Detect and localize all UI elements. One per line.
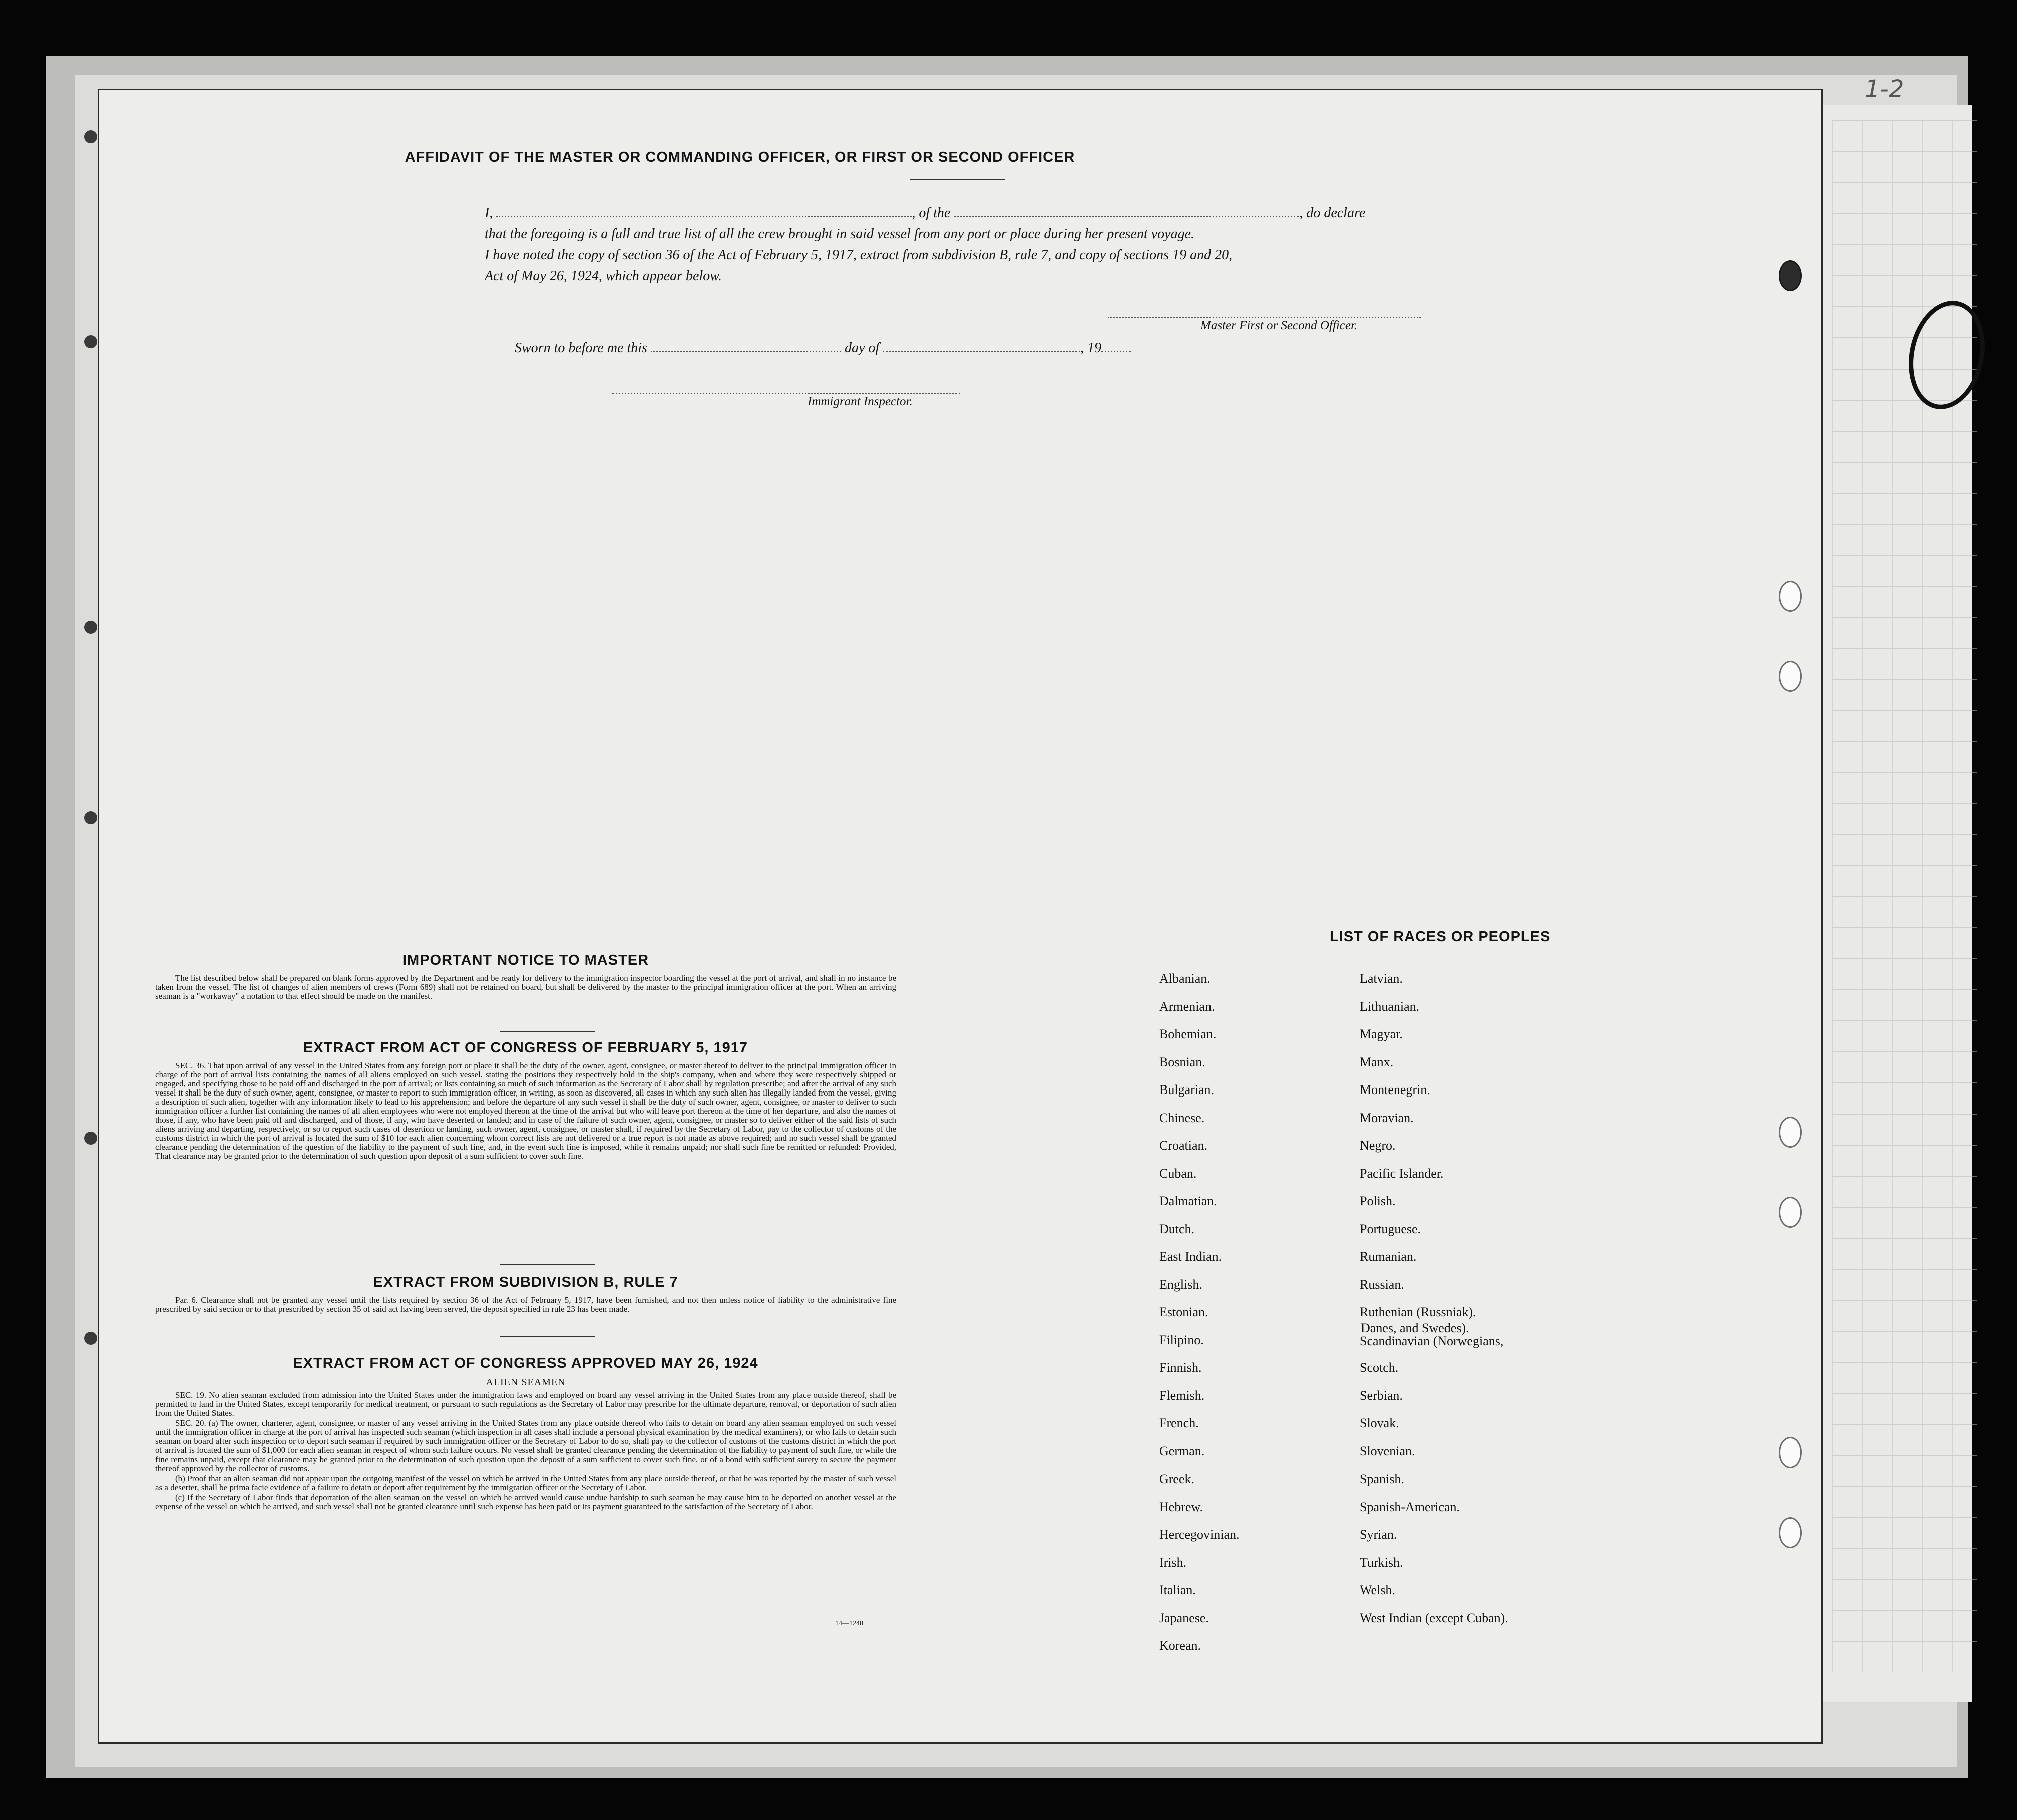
race-item: Portuguese. bbox=[1360, 1222, 1421, 1236]
declare-i-label: I, bbox=[485, 205, 493, 221]
race-item: Bulgarian. bbox=[1159, 1082, 1215, 1097]
race-item: Rumanian. bbox=[1360, 1249, 1417, 1264]
section-rule bbox=[500, 1264, 595, 1265]
notice-paragraph: The list described below shall be prepared on blank forms approved by the Department and be ready for delivery to the immigration inspector boarding the vessel at the port of arrival, and shall in no instance be taken from the vessel. The list of changes of alien members of crews (Form 689) shall not be retained on board, but shall be delivered by the master to the principal immigration officer at the port. When an arriving seaman is a "workaway" a notation to that effect should be made on the manifest. bbox=[155, 973, 896, 1001]
race-item: French. bbox=[1159, 1416, 1199, 1430]
declaration-line-1 bbox=[485, 205, 1365, 221]
races-title: LIST OF RACES OR PEOPLES bbox=[1330, 929, 1551, 945]
race-item: Slovak. bbox=[1360, 1416, 1399, 1430]
race-item: Bosnian. bbox=[1159, 1055, 1205, 1069]
extract-1924-title: EXTRACT FROM ACT OF CONGRESS APPROVED MAY 26, 1924 bbox=[293, 1355, 758, 1371]
section-20c-paragraph: (c) If the Secretary of Labor finds that deportation of the alien seaman on the vessel on which he arrived would cause undue hardship to such seaman he may cause him to be deported on another vessel at the expense of the vessel on which he arrived, and such vessel shall not be granted clearance until such expense has been paid or its payment guaranteed to the satisfaction of the Secretary of Labor. bbox=[155, 1493, 896, 1511]
race-item: Serbian. bbox=[1360, 1388, 1403, 1403]
extract-1917-title: EXTRACT FROM ACT OF CONGRESS OF FEBRUARY 5, 1917 bbox=[303, 1040, 748, 1056]
race-item: Ruthenian (Russniak). bbox=[1360, 1305, 1476, 1319]
form-page bbox=[99, 90, 1821, 1742]
race-item: Spanish-American. bbox=[1360, 1500, 1460, 1514]
race-item: Cuban. bbox=[1159, 1166, 1197, 1181]
race-item: Hebrew. bbox=[1159, 1500, 1203, 1514]
race-item: Filipino. bbox=[1159, 1333, 1204, 1347]
race-item: Scotch. bbox=[1360, 1360, 1399, 1375]
master-signature-label: Master First or Second Officer. bbox=[1200, 319, 1358, 332]
binding-hole bbox=[84, 130, 97, 143]
declarant-name-field[interactable] bbox=[496, 211, 912, 217]
sworn-year-label: , 19 bbox=[1080, 340, 1102, 356]
race-item: Irish. bbox=[1159, 1555, 1187, 1570]
declaration-line-3: I have noted the copy of section 36 of the Act of February 5, 1917, extract from subdivision B, rule 7, and copy of sections 19 and 20, bbox=[485, 247, 1233, 263]
race-item: Syrian. bbox=[1360, 1527, 1397, 1542]
declare-of-the-label: , of the bbox=[912, 205, 951, 221]
race-item: Turkish. bbox=[1360, 1555, 1403, 1570]
race-item: Danes, and Swedes). bbox=[1361, 1321, 1469, 1335]
section-20b-paragraph: (b) Proof that an alien seaman did not appear upon the outgoing manifest of the vessel on which he arrived in the United States from any place outside thereof, or that he was reported by the master of such vessel as a deserter, shall be prima facie evidence of a failure to detain or deport after requirement by the immigration officer or the Secretary of Labor. bbox=[155, 1474, 896, 1492]
extract-rule7-text bbox=[155, 1296, 896, 1315]
declare-do-declare-label: , do declare bbox=[1299, 205, 1366, 221]
sworn-prefix-label: Sworn to before me this bbox=[515, 340, 647, 356]
sworn-line bbox=[515, 340, 1131, 356]
sworn-year-field[interactable] bbox=[1101, 346, 1131, 352]
race-item: Manx. bbox=[1360, 1055, 1394, 1069]
race-item: Spanish. bbox=[1360, 1472, 1404, 1486]
punch-hole bbox=[1779, 1197, 1802, 1228]
declaration-line-4: Act of May 26, 1924, which appear below. bbox=[485, 268, 722, 284]
corner-page-number: 1-2 bbox=[1865, 75, 1904, 103]
race-item: Dalmatian. bbox=[1159, 1194, 1217, 1208]
binding-hole bbox=[84, 1132, 97, 1145]
inspector-signature-field[interactable] bbox=[612, 388, 960, 394]
race-item: Korean. bbox=[1159, 1638, 1201, 1653]
sworn-day-field[interactable] bbox=[651, 346, 841, 352]
race-item: Estonian. bbox=[1159, 1305, 1208, 1319]
alien-seamen-subtitle: ALIEN SEAMEN bbox=[486, 1377, 566, 1388]
title-rule bbox=[910, 179, 1005, 180]
race-item: Pacific Islander. bbox=[1360, 1166, 1444, 1181]
binding-hole bbox=[84, 811, 97, 824]
binding-hole bbox=[84, 621, 97, 634]
master-signature-field[interactable] bbox=[1108, 312, 1421, 318]
declaration-line-2: that the foregoing is a full and true list of all the crew brought in said vessel from any port or place during her present voyage. bbox=[485, 226, 1195, 242]
race-item: Magyar. bbox=[1360, 1027, 1403, 1041]
punch-hole bbox=[1779, 581, 1802, 612]
extract-1917-text bbox=[155, 1061, 896, 1162]
sworn-day-of-label: day of bbox=[844, 340, 880, 356]
race-item: Armenian. bbox=[1159, 999, 1215, 1014]
race-item: West Indian (except Cuban). bbox=[1360, 1611, 1508, 1625]
race-item: Greek. bbox=[1159, 1472, 1195, 1486]
race-item: Dutch. bbox=[1159, 1222, 1195, 1236]
rule7-paragraph: Par. 6. Clearance shall not be granted any vessel until the lists required by section 36 of the Act of February 5, 1917, have been furnished, and not then unless notice of liability to the administrative fine prescribed by said section or to that prescribed by section 35 of said act having been served, the deposit specified in rule 23 has been made. bbox=[155, 1295, 896, 1314]
race-item: East Indian. bbox=[1159, 1249, 1222, 1264]
race-item: Negro. bbox=[1360, 1138, 1396, 1153]
section-19-paragraph: SEC. 19. No alien seaman excluded from admission into the United States under the immigration laws and employed on board any vessel arriving in the United States from any place outside thereof, shall be permitted to land in the United States, except temporarily for medical treatment, or pursuant to such regulations as the Secretary of Labor may prescribe for the ultimate departure, removal, or deportation of such alien from the United States. bbox=[155, 1390, 896, 1418]
notice-text bbox=[155, 974, 896, 1002]
race-item: Slovenian. bbox=[1360, 1444, 1415, 1459]
punch-hole bbox=[1779, 1437, 1802, 1468]
section-36-paragraph: SEC. 36. That upon arrival of any vessel in the United States from any foreign port or place it shall be the duty of the owner, agent, consignee, or master thereof to deliver to the principal immigration officer in charge of the port of arrival lists containing the names of all aliens employed on such vessel, stating the positions they respectively hold in the ship's company, when and where they were respectively shipped or engaged, and specifying those to be paid off and discharged in the port of arrival; or lists containing so much of such information as the Secretary of Labor shall by regulation prescribe; and after the arrival of any such vessel it shall be the duty of such owner, agent, consignee, or master to report to such immigration officer, in writing, as soon as discovered, all cases in which any such alien has illegally landed from the vessel, giving a description of such alien, together with any information likely to lead to his apprehension; and before the departure of any such vessel it shall be the duty of such owner, agent, consignee, or master to deliver to such immigration officer a further list containing the names of all alien employees who were not employed thereon at the time of the arrival but who will leave port thereon at the time of her departure, and also the names of those, if any, who have been paid off and discharged, and of those, if any, who have deserted or landed; and in case of the failure of such owner, agent, consignee, or master so to deliver either of the said lists of such aliens arriving and departing, respectively, or so to report such cases of desertion or landing, such owner, agent, consignee, or master shall, if required by the Secretary of Labor, pay to the collector of customs of the customs district in which the port of arrival is located the sum of $10 for each alien concerning whom correct lists are not delivered or a true report is not made as above required; and no such vessel shall be granted clearance pending the determination of the question of the liability to the payment of such fine, and, in the event such fine is imposed, while it remains unpaid; nor shall such fine be remitted or refunded: Provided, That clearance may be granted prior to the determination of such question upon deposit of a sum sufficient to cover such fine. bbox=[155, 1061, 896, 1161]
form-number: 14—1240 bbox=[835, 1620, 863, 1627]
race-item: Lithuanian. bbox=[1360, 999, 1420, 1014]
race-item: Polish. bbox=[1360, 1194, 1396, 1208]
race-item: Scandinavian (Norwegians, bbox=[1360, 1334, 1504, 1348]
race-item: Italian. bbox=[1159, 1583, 1196, 1597]
section-rule bbox=[500, 1031, 595, 1032]
race-item: Chinese. bbox=[1159, 1111, 1205, 1125]
vessel-name-field[interactable] bbox=[954, 211, 1299, 217]
section-20a-paragraph: SEC. 20. (a) The owner, charterer, agent, consignee, or master of any vessel arriving in the United States from any place outside thereof who fails to detain on board any alien seaman employed on such vessel until the immigration officer in charge at the port of arrival has inspected such seaman (which inspection in all cases shall include a personal physical examination by the medical examiners), or who fails to detain such seaman on board after such inspection or to deport such seaman if required by such immigration officer or the Secretary of Labor to do so, shall pay to the collector of customs of the customs district in which the port of arrival is located the sum of $1,000 for each alien seaman in respect of whom such failure occurs. No vessel shall be granted clearance pending the determination of the liability to payment of such fine, or while the fine remains unpaid, except that clearance may be granted prior to the determination of such question upon the deposit of a sum sufficient to cover such fine, or of a bond with sufficient surety to secure the payment thereof approved by the collector of customs. bbox=[155, 1418, 896, 1473]
punch-hole bbox=[1779, 661, 1802, 692]
race-item: Albanian. bbox=[1159, 971, 1211, 986]
punch-hole bbox=[1779, 260, 1802, 291]
race-item: English. bbox=[1159, 1277, 1202, 1292]
punch-hole bbox=[1779, 1117, 1802, 1148]
race-item: Moravian. bbox=[1360, 1111, 1414, 1125]
extract-rule7-title: EXTRACT FROM SUBDIVISION B, RULE 7 bbox=[373, 1274, 678, 1290]
binding-hole bbox=[84, 1332, 97, 1345]
race-item: Flemish. bbox=[1159, 1388, 1205, 1403]
race-item: Croatian. bbox=[1159, 1138, 1208, 1153]
race-item: Russian. bbox=[1360, 1277, 1404, 1292]
race-item: Finnish. bbox=[1159, 1360, 1202, 1375]
race-item: Bohemian. bbox=[1159, 1027, 1217, 1041]
notice-title: IMPORTANT NOTICE TO MASTER bbox=[402, 952, 649, 968]
affidavit-title: AFFIDAVIT OF THE MASTER OR COMMANDING OFFICER, OR FIRST OR SECOND OFFICER bbox=[405, 149, 1075, 165]
binding-hole bbox=[84, 335, 97, 348]
punch-hole bbox=[1779, 1517, 1802, 1548]
extract-1924-text bbox=[155, 1391, 896, 1512]
race-item: Latvian. bbox=[1360, 971, 1403, 986]
section-rule bbox=[500, 1336, 595, 1337]
race-item: Welsh. bbox=[1360, 1583, 1395, 1597]
race-item: Montenegrin. bbox=[1360, 1082, 1430, 1097]
race-item: Japanese. bbox=[1159, 1611, 1209, 1625]
sworn-month-field[interactable] bbox=[883, 346, 1080, 352]
race-item: Hercegovinian. bbox=[1159, 1527, 1240, 1542]
inspector-label: Immigrant Inspector. bbox=[808, 395, 913, 408]
race-item: German. bbox=[1159, 1444, 1205, 1459]
